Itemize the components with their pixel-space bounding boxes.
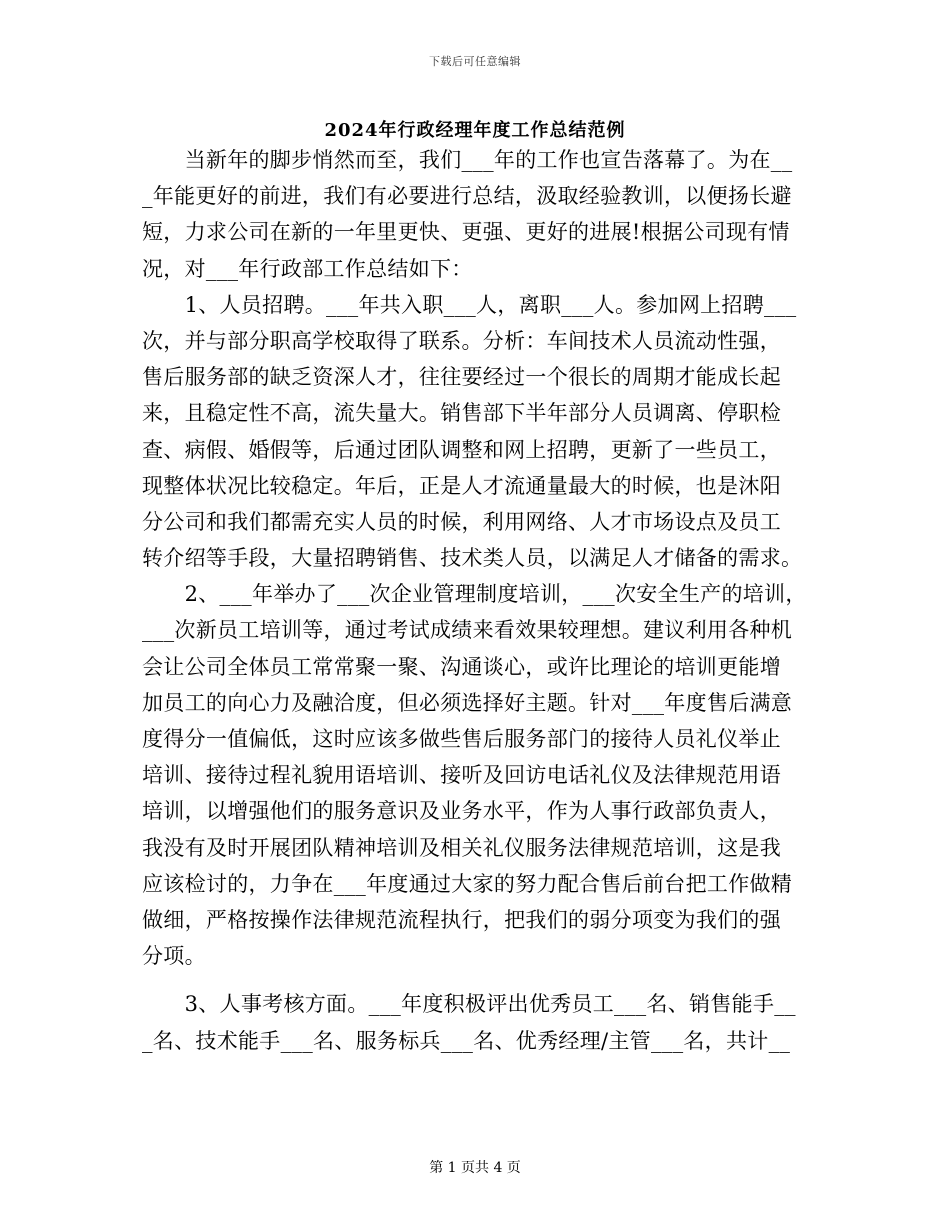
text-line: 会让公司全体员工常常聚一聚、沟通谈心，或许比理论的培训更能增 (142, 654, 781, 679)
text-block-1 (142, 142, 806, 974)
text-line: 分项。 (142, 944, 206, 969)
text-line: 1、人员招聘。___年共入职___人，离职___人。参加网上招聘___ (142, 292, 797, 317)
text-line: 现整体状况比较稳定。年后，正是人才流通量最大的时候，也是沐阳 (142, 473, 781, 498)
text-line: 次，并与部分职高学校取得了联系。分析：车间技术人员流动性强， (142, 328, 781, 353)
text-line: 短，力求公司在新的一年里更快、更强、更好的进展!根据公司现有情 (142, 220, 790, 245)
document-body (142, 142, 806, 1059)
text-line: _年能更好的前进，我们有必要进行总结，汲取经验教训，以便扬长避 (142, 184, 792, 209)
text-line: 2、___年举办了___次企业管理制度培训，___次安全生产的培训， (142, 582, 807, 607)
text-line: 应该检讨的，力争在___年度通过大家的努力配合售后前台把工作做精 (142, 871, 793, 896)
paragraph-gap (142, 974, 806, 986)
text-line: 况，对___年行政部工作总结如下： (142, 256, 473, 281)
text-line: ___次新员工培训等，通过考试成绩来看效果较理想。建议利用各种机 (142, 618, 793, 643)
text-block-2 (142, 986, 806, 1058)
text-line: 当新年的脚步悄然而至，我们___年的工作也宣告落幕了。为在__ (142, 148, 793, 172)
text-line: 培训，以增强他们的服务意识及业务水平，作为人事行政部负责人， (142, 799, 781, 824)
text-line: 我没有及时开展团队精神培训及相关礼仪服务法律规范培训，这是我 (142, 835, 781, 860)
text-line: 3、人事考核方面。___年度积极评出优秀员工___名、销售能手__ (142, 992, 796, 1017)
text-line: 转介绍等手段，大量招聘销售、技术类人员，以满足人才储备的需求。 (142, 546, 803, 571)
text-line: 培训、接待过程礼貌用语培训、接听及回访电话礼仪及法律规范用语 (142, 763, 781, 788)
document-title: 2024年行政经理年度工作总结范例 (324, 120, 626, 141)
page-footer: 第 1 页共 4 页 (429, 1160, 521, 1176)
text-line: 分公司和我们都需充实人员的时候，利用网络、人才市场设点及员工 (142, 509, 781, 534)
text-line: 加员工的向心力及融洽度，但必须选择好主题。针对___年度售后满意 (142, 690, 793, 715)
text-line: 售后服务部的缺乏资深人才，往往要经过一个很长的周期才能成长起 (142, 365, 781, 390)
text-line: 度得分一值偏低，这时应该多做些售后服务部门的接待人员礼仪举止 (142, 727, 781, 751)
page-header: 下载后可任意编辑 (429, 55, 521, 68)
text-line: 查、病假、婚假等，后通过团队调整和网上招聘，更新了一些员工， (142, 437, 781, 462)
text-line: 来，且稳定性不高，流失量大。销售部下半年部分人员调离、停职检 (142, 401, 781, 426)
text-line: _名、技术能手___名、服务标兵___名、优秀经理/主管___名，共计__ (142, 1028, 791, 1053)
text-line: 做细，严格按操作法律规范流程执行，把我们的弱分项变为我们的强 (142, 907, 781, 932)
